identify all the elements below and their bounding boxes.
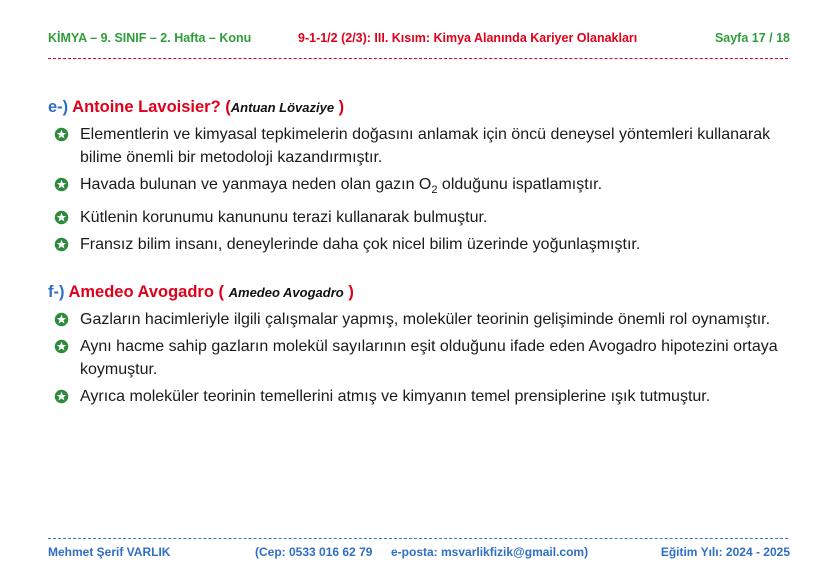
section-list-avogadro bbox=[48, 308, 788, 412]
item-text: Gazların hacimleriyle ilgili çalışmalar yapmış, moleküler teorinin gelişiminde önemli rol oynamıştır. bbox=[80, 311, 771, 328]
star-circle-icon bbox=[54, 389, 69, 404]
paren-open: ( bbox=[218, 283, 225, 301]
header-topic-code: 9-1-1/2 (2/3): III. Kısım: Kimya Alanında Kariyer Olanakları bbox=[298, 31, 638, 45]
paren-close: ) bbox=[348, 283, 354, 301]
star-circle-icon bbox=[54, 127, 69, 142]
list-item bbox=[48, 123, 788, 169]
header-divider bbox=[48, 58, 788, 59]
list-item bbox=[48, 173, 788, 202]
section-list-lavoisier bbox=[48, 123, 788, 260]
item-text-part: Havada bulunan ve yanmaya neden olan gazın O bbox=[80, 176, 432, 193]
item-text-part: olduğunu ispatlamıştır. bbox=[437, 176, 603, 193]
list-item bbox=[48, 233, 788, 256]
star-circle-icon bbox=[54, 177, 69, 192]
item-text bbox=[80, 176, 603, 197]
list-item bbox=[48, 385, 788, 408]
star-circle-icon bbox=[54, 339, 69, 354]
section-title: Antoine Lavoisier? bbox=[72, 98, 221, 116]
section-pronunciation: Antuan Lövaziye bbox=[230, 100, 335, 115]
item-text: Fransız bilim insanı, deneylerinde daha çok nicel bilim üzerinde yoğunlaşmıştır. bbox=[80, 236, 641, 254]
list-item bbox=[48, 335, 788, 381]
list-item bbox=[48, 206, 788, 229]
page-header bbox=[48, 31, 790, 49]
item-text: Ayrıca moleküler teorinin temellerini atmış ve kimyanın temel prensiplerine ışık tutmuştur. bbox=[80, 388, 711, 405]
footer-author: Mehmet Şerif VARLIK bbox=[48, 545, 171, 559]
star-circle-icon bbox=[54, 237, 69, 252]
paren-close: ) bbox=[338, 98, 345, 116]
item-text: Elementlerin ve kimyasal tepkimelerin doğasını anlamak için öncü deneysel yöntemleri kullanarak bilime önemli bir metodoloji kazandırmıştır. bbox=[80, 126, 771, 166]
section-pronunciation: Amedeo Avogadro bbox=[228, 285, 344, 300]
star-circle-icon bbox=[54, 312, 69, 327]
footer-email: e-posta: msvarlikfizik@gmail.com) bbox=[391, 545, 589, 559]
section-heading-lavoisier bbox=[48, 98, 344, 117]
item-text: Aynı hacme sahip gazların molekül sayılarının eşit olduğunu ifade eden Avogadro hipotezini ortaya koymuştur. bbox=[80, 338, 778, 378]
section-heading-avogadro bbox=[48, 283, 354, 302]
header-page-number: Sayfa 17 / 18 bbox=[714, 31, 790, 45]
footer-phone: (Cep: 0533 016 62 79 bbox=[255, 545, 373, 559]
oxygen-subscript: 2 bbox=[431, 184, 438, 197]
section-letter: e-) bbox=[48, 98, 69, 116]
page-footer bbox=[48, 545, 790, 561]
section-letter: f-) bbox=[48, 283, 65, 301]
header-subject: KİMYA – 9. SINIF – 2. Hafta – Konu bbox=[48, 31, 252, 45]
section-title: Amedeo Avogadro bbox=[68, 283, 214, 301]
list-item bbox=[48, 308, 788, 331]
footer-divider bbox=[48, 538, 788, 539]
footer-school-year: Eğitim Yılı: 2024 - 2025 bbox=[660, 545, 790, 559]
item-text: Kütlenin korunumu kanununu terazi kullanarak bulmuştur. bbox=[80, 209, 488, 227]
star-circle-icon bbox=[54, 210, 69, 225]
paren-open: ( bbox=[225, 98, 231, 116]
